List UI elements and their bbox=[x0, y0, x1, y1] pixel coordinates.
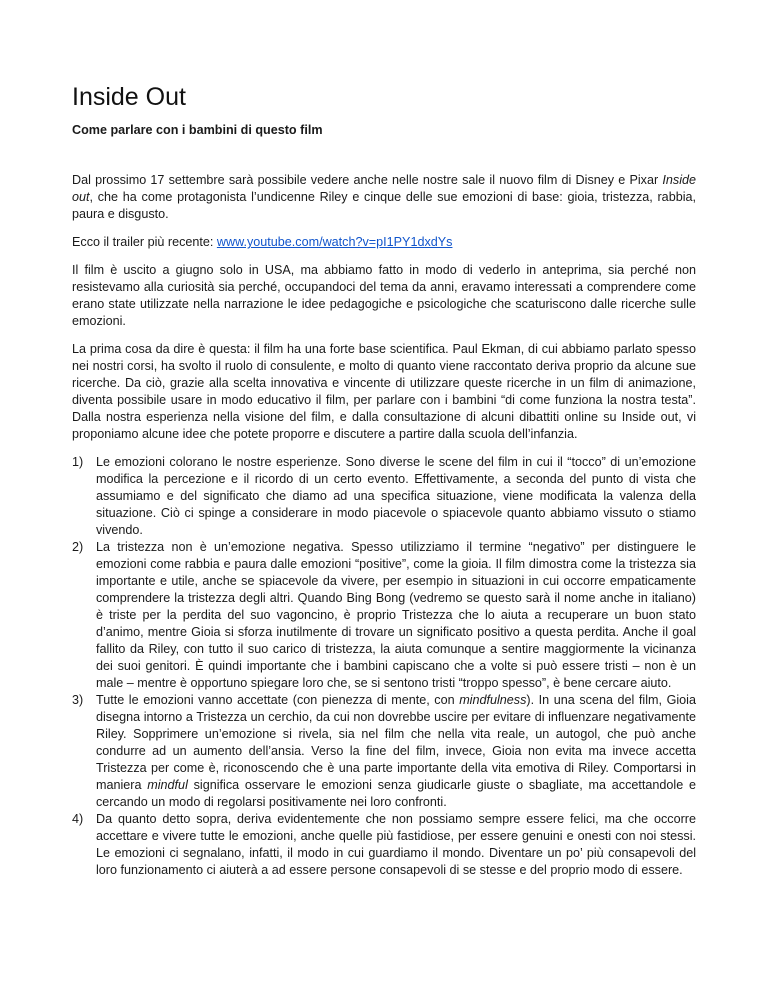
list-item-emphasis: mindfulness bbox=[459, 693, 527, 707]
intro-paragraph bbox=[72, 172, 696, 223]
list-item-number: 3) bbox=[72, 693, 84, 707]
document-subtitle: Come parlare con i bambini di questo film bbox=[72, 123, 323, 137]
list-item bbox=[72, 539, 696, 692]
list-item-text: ). In una scena del film, Gioia disegna intorno a Tristezza un cerchio, da cui non dovrebbe uscire per evitare di influenzare negativamente Riley. Sopprimere un’emozione si rivela, sia nel film che nella vita reale, un autogol, che può anche condurre ad un aumento dell’ansia. Verso la fine del film, invece, Gioia non evita ma invece accetta Tristezza per come è, riconoscendo che è una parte importante della vita emotiva di Riley. Comportarsi in maniera bbox=[96, 693, 696, 792]
list-item-text: La tristezza non è un’emozione negativa. Spesso utilizziamo il termine “negativo” per distinguere le emozioni come rabbia e paura dalle emozioni “positive”, come la gioia. Il film dimostra come la tristezza sia importante e utile, anche se spiacevole da vivere, per esempio in situazioni in cui occorre empaticamente comprendere la tristezza degli altri. Quando Bing Bong (vedremo se questo sarà il nome anche in italiano) è triste per la perdita del suo vagoncino, è proprio Tristezza che lo aiuta a recuperare un buon stato d’animo, mentre Gioia si sforza inutilmente di trovare un significato positivo a questa perdita. Anche il goal fallito da Riley, con tutto il suo carico di tristezza, la aiuta comunque a sentire maggiormente la vicinanza dei suoi genitori. È quindi importante che i bambini capiscano che a volte si può essere tristi – non è un male – mentre è opportuno spiegare loro che, se si sentono tristi “troppo spesso”, è bene cercare aiuto. bbox=[96, 540, 696, 690]
list-item-text: Da quanto detto sopra, deriva evidentemente che non possiamo sempre essere felici, ma che occorre accettare e vivere tutte le emozioni, anche quelle più fastidiose, per essere genuini e onesti con noi stessi. Le emozioni ci segnalano, infatti, il modo in cui guardiamo il mondo. Diventare un po’ più consapevoli del loro funzionamento ci aiuterà a ad essere persone consapevoli di se stesse e del proprio modo di essere. bbox=[96, 812, 696, 877]
trailer-paragraph bbox=[72, 234, 696, 251]
list-item-emphasis: mindful bbox=[147, 778, 188, 792]
list-item bbox=[72, 692, 696, 811]
list-item-text: Le emozioni colorano le nostre esperienze. Sono diverse le scene del film in cui il “tocco” di un’emozione modifica la percezione e il ricordo di un certo evento. Effettivamente, a seconda del punto di vista che assumiamo e del significato che diamo ad una specifica situazione, viene modificata la valenza della situazione. Ciò ci spinge a considerare in modo piacevole o spiacevole quanto abbiamo vissuto o stiamo vivendo. bbox=[96, 455, 696, 537]
trailer-link[interactable]: www.youtube.com/watch?v=pI1PY1dxdYs bbox=[216, 235, 453, 249]
list-item-text: significa osservare le emozioni senza giudicarle giuste o sbagliate, ma accettandole e cercando un modo di regolarsi positivamente nei loro confronti. bbox=[96, 778, 696, 809]
list-item-number: 4) bbox=[72, 812, 84, 826]
science-paragraph: La prima cosa da dire è questa: il film ha una forte base scientifica. Paul Ekman, di cui abbiamo parlato spesso nei nostri corsi, ha svolto il ruolo di consulente, e molto di quanto viene raccontato deriva proprio da alcune sue ricerche. Da ciò, grazie alla scelta innovativa e vincente di utilizzare queste ricerche in un film di animazione, diventa possibile usare in modo educativo il film, per parlare con i bambini “di come funziona la nostra testa”. Dalla nostra esperienza nella visione del film, e dalla consultazione di alcuni dibattiti online su Inside out, vi proponiamo alcune idee che potete proporre e discutere a partire dalla scuola dell’infanzia. bbox=[72, 342, 696, 441]
usa-paragraph: Il film è uscito a giugno solo in USA, ma abbiamo fatto in modo di vederlo in anteprima, sia perché non resistevamo alla curiosità sia perché, occupandoci del tema da anni, eravamo interessati a comprendere come erano state utilizzate nella narrazione le idee pedagogiche e psicologiche che scaturiscono dalle ricerche sulle emozioni. bbox=[72, 263, 696, 328]
intro-film-title: Inside out bbox=[72, 173, 696, 204]
list-item bbox=[72, 454, 696, 539]
document-page bbox=[72, 82, 696, 879]
intro-text-2: , che ha come protagonista l’undicenne Riley e cinque delle sue emozioni di base: gioia, tristezza, rabbia, paura e disgusto. bbox=[72, 190, 696, 221]
ideas-list bbox=[72, 454, 696, 879]
trailer-label: Ecco il trailer più recente: bbox=[72, 235, 217, 249]
intro-text-1: Dal prossimo 17 settembre sarà possibile vedere anche nelle nostre sale il nuovo film di Disney e Pixar bbox=[72, 173, 663, 187]
list-item-number: 2) bbox=[72, 540, 84, 554]
list-item-text: Tutte le emozioni vanno accettate (con pienezza di mente, con bbox=[96, 693, 460, 707]
document-title: Inside Out bbox=[72, 83, 186, 111]
list-item bbox=[72, 811, 696, 879]
list-item-number: 1) bbox=[72, 455, 84, 469]
